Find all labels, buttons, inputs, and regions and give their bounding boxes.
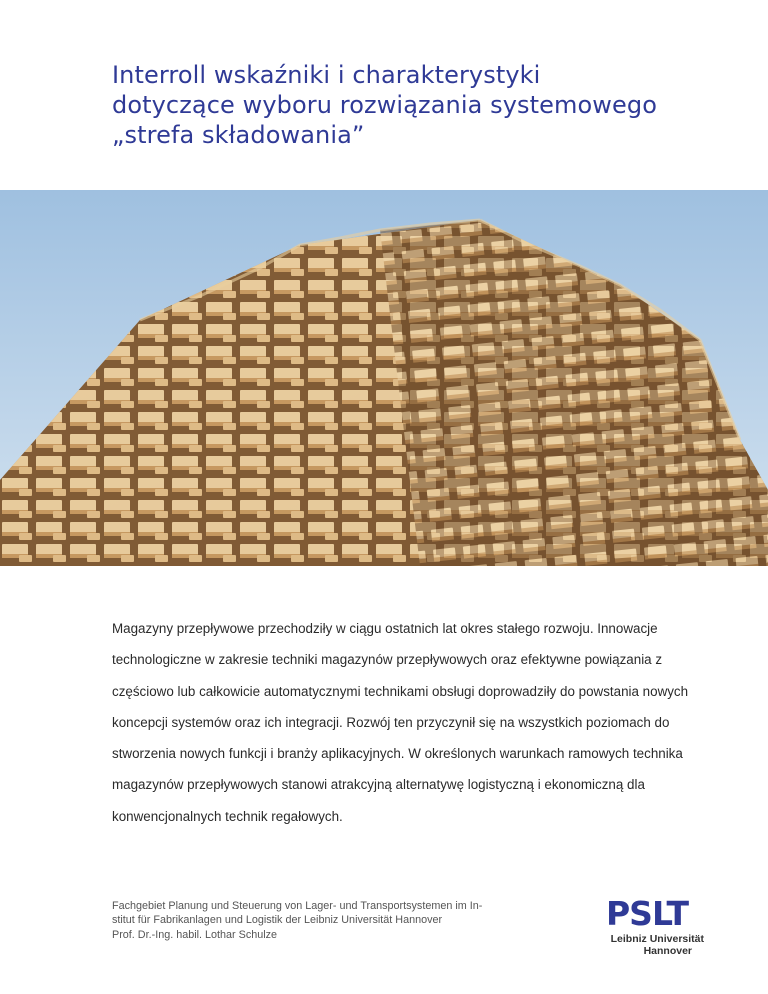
pslt-logo: [600, 894, 712, 961]
footer-credits: [112, 899, 532, 942]
footer-line-2: stitut für Fabrikanlagen und Logistik der Leibniz Universität Hannover: [112, 914, 443, 927]
title-line-2: dotyczące wyboru rozwiązania systemowego: [112, 91, 657, 119]
footer-line-1: Fachgebiet Planung und Steuerung von Lager- und Transportsystemen im In-: [112, 900, 483, 912]
wooden-tower-photo: [0, 190, 768, 566]
footer-line-3: Prof. Dr.-Ing. habil. Lothar Schulze: [112, 928, 278, 941]
intro-paragraph: Magazyny przepływowe przechodziły w ciągu ostatnich lat okres stałego rozwoju. Innowacje technologiczne w zakresie techniki magazynów przepływowych oraz efektywne powiązania z częściowo lub całkowicie automatycznymi technikami obsługi doprowadziły do powstania nowych koncepcji systemów oraz ich integracji. Rozwój ten przyczynił się na wszystkich poziomach do stworzenia nowych funkcji i branży aplikacyjnych. W określonych warunkach ramowych technika magazynów przepływowych stanowi atrakcyjną alternatywę logistyczną i ekonomiczną dla konwencjonalnych technik regałowych.: [112, 621, 689, 824]
document-title: [112, 60, 712, 150]
title-line-1: Interroll wskaźniki i charakterystyki: [112, 61, 541, 89]
logo-city: Hannover: [643, 945, 692, 957]
title-line-3: „strefa składowania”: [112, 121, 365, 149]
logo-university: Leibniz Universität: [610, 933, 704, 945]
logo-mark: PSLT: [606, 894, 689, 933]
